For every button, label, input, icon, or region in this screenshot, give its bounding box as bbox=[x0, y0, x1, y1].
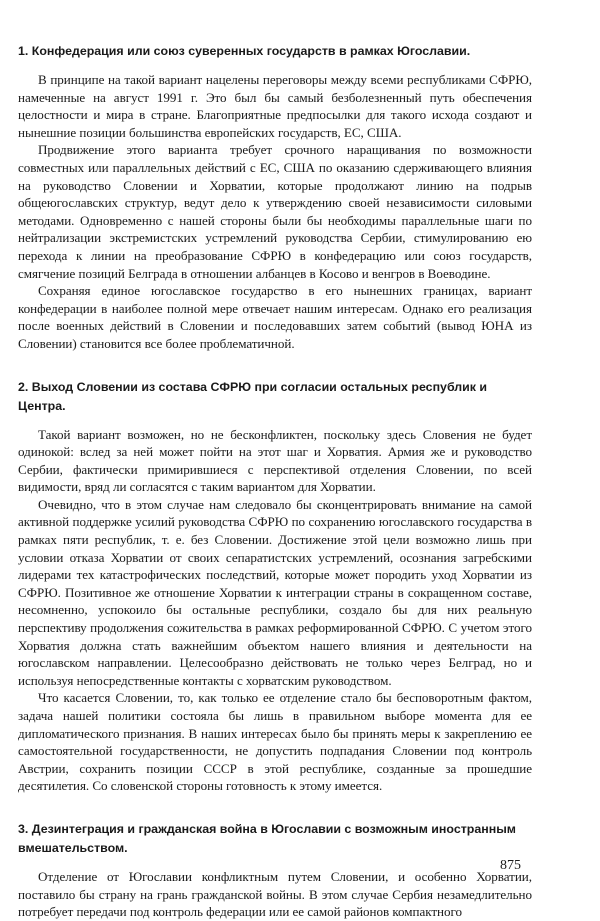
section-2-heading: 2. Выход Словении из состава СФРЮ при согласии остальных республик и Центра. bbox=[18, 379, 488, 413]
section-3-paragraph-1: Отделение от Югославии конфликтным путем Словении, и особенно Хорватии, поставило бы страну на грань гражданской войны. В этом случае Сербия незамедлительно потребует передачи под контроль федерации или ее самой районов компактного bbox=[18, 868, 532, 920]
document-page bbox=[18, 42, 532, 921]
section-2-paragraph-3: Что касается Словении, то, как только ее отделение стало бы бесповоротным фактом, задача нашей политики состояла бы лишь в правильном выборе момента для ее дипломатического признания. В наших интересах было бы принять меры к закреплению ее самостоятельной государственности, не допустить подпадания Словении под контроль Австрии, сохранить позиции СССР в этой республике, созданные за прошедшие десятилетия. Со словенской стороны готовность к этому имеется. bbox=[18, 690, 532, 794]
section-1-paragraph-2: Продвижение этого варианта требует срочного наращивания по возможности совместных или параллельных действий с ЕС, США по оказанию сдерживающего влияния на руководство Словении и Хорватии, которые продолжают линию на подрыв общеюгославских структур, ведут дело к утверждению своей независимости силовыми методами. Одновременно с нашей стороны были бы необходимы параллельные шаги по нейтрализации экстремистских устремлений руководства Сербии, стимулированию ею перехода к линии на преобразование СФРЮ в конфедерацию или союз государств, смягчение позиций Белграда в отношении албанцев в Косово и венгров в Воеводине. bbox=[18, 142, 532, 281]
section-1-paragraph-1: В принципе на такой вариант нацелены переговоры между всеми республиками СФРЮ, намеченные на август 1991 г. Это был бы самый безболезненный путь обеспечения целостности и мира в стране. Благоприятные предпосылки для такого исхода создают и нынешние позиции большинства европейских государств, ЕС, США. bbox=[18, 72, 532, 140]
section-3-heading: 3. Дезинтеграция и гражданская война в Югославии с возможным иностранным вмешательством. bbox=[18, 821, 516, 855]
section-2-paragraph-2: Очевидно, что в этом случае нам следовало бы сконцентрировать внимание на самой активной поддержке усилий руководства СФРЮ по сохранению югославского государства в рамках пяти республик, т. е. без Словении. Достижение этой цели возможно лишь при условии отказа Хорватии от своих сепаратистских устремлений, осознания загребскими лидерами тех катастрофических последствий, которые может породить уход Хорватии из СФРЮ. Позитивное же отношение Хорватии к интеграции страны в сокращенном составе, несомненно, успокоило бы остальные республики, создало бы для них реальную перспективу продолжения сожительства в рамках реформированной СФРЮ. С учетом этого Хорватия должна стать важнейшим объектом нашего влияния и деятельности на югославском направлении. Целесообразно действовать не только через Белград, но и используя непосредственные контакты с хорватским руководством. bbox=[18, 496, 532, 688]
section-1-heading: 1. Конфедерация или союз суверенных государств в рамках Югославии. bbox=[18, 44, 471, 58]
section-1-paragraph-3: Сохраняя единое югославское государство в его нынешних границах, вариант конфедерации в наиболее полной мере отвечает нашим интересам. Однако его реализация после военных действий в Словении и последовавших затем событий (вывод ЮНА из Словении) становится все более проблематичной. bbox=[18, 283, 532, 351]
section-2-paragraph-1: Такой вариант возможен, но не бесконфликтен, поскольку здесь Словения не будет одинокой: вслед за ней может пойти на этот шаг и Хорватия. Армия же и руководство Сербии, фактически примирившиеся с перспективой отделения Словении, по всей видимости, вряд ли согласятся с таким вариантом для Хорватии. bbox=[18, 426, 532, 495]
page-number: 875 bbox=[500, 858, 521, 873]
